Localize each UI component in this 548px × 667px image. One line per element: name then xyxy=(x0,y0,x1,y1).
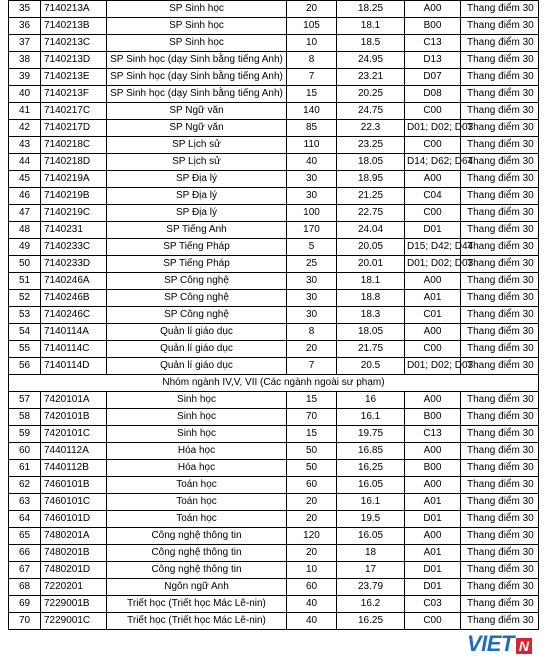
score-scale-cell: Thang điểm 30 xyxy=(461,222,539,239)
row-number-cell: 61 xyxy=(9,460,41,477)
major-code-cell: 7140114A xyxy=(41,324,107,341)
quota-cell: 20 xyxy=(287,1,337,18)
subject-combination-cell: A00 xyxy=(405,443,461,460)
subject-combination-cell: A00 xyxy=(405,477,461,494)
major-name-cell: Toán học xyxy=(107,477,287,494)
row-number-cell: 53 xyxy=(9,307,41,324)
subject-combination-cell: A00 xyxy=(405,273,461,290)
major-code-cell: 7140114D xyxy=(41,358,107,375)
major-code-cell: 7140218D xyxy=(41,154,107,171)
cutoff-score-cell: 20.25 xyxy=(337,86,405,103)
table-row xyxy=(9,103,539,120)
major-name-cell: Công nghệ thông tin xyxy=(107,562,287,579)
score-scale-cell: Thang điểm 30 xyxy=(461,171,539,188)
major-name-cell: Công nghệ thông tin xyxy=(107,545,287,562)
row-number-cell: 44 xyxy=(9,154,41,171)
subject-combination-cell: A01 xyxy=(405,494,461,511)
score-scale-cell: Thang điểm 30 xyxy=(461,154,539,171)
quota-cell: 10 xyxy=(287,562,337,579)
admission-scores-table xyxy=(8,0,539,630)
quota-cell: 60 xyxy=(287,579,337,596)
cutoff-score-cell: 18.1 xyxy=(337,273,405,290)
cutoff-score-cell: 24.95 xyxy=(337,52,405,69)
major-code-cell: 7420101A xyxy=(41,392,107,409)
score-scale-cell: Thang điểm 30 xyxy=(461,307,539,324)
score-scale-cell: Thang điểm 30 xyxy=(461,545,539,562)
major-code-cell: 7229001C xyxy=(41,613,107,630)
row-number-cell: 49 xyxy=(9,239,41,256)
score-scale-cell: Thang điểm 30 xyxy=(461,205,539,222)
cutoff-score-cell: 18.3 xyxy=(337,307,405,324)
major-name-cell: Quản lí giáo dục xyxy=(107,358,287,375)
table-row xyxy=(9,137,539,154)
row-number-cell: 63 xyxy=(9,494,41,511)
major-name-cell: SP Tiếng Pháp xyxy=(107,256,287,273)
quota-cell: 40 xyxy=(287,596,337,613)
major-name-cell: SP Sinh học xyxy=(107,1,287,18)
major-name-cell: Quản lí giáo dục xyxy=(107,341,287,358)
cutoff-score-cell: 19.5 xyxy=(337,511,405,528)
major-name-cell: Sinh học xyxy=(107,409,287,426)
subject-combination-cell: D01 xyxy=(405,579,461,596)
quota-cell: 140 xyxy=(287,103,337,120)
major-name-cell: Hóa học xyxy=(107,460,287,477)
row-number-cell: 35 xyxy=(9,1,41,18)
group-header-row xyxy=(9,375,539,392)
cutoff-score-cell: 21.75 xyxy=(337,341,405,358)
cutoff-score-cell: 18 xyxy=(337,545,405,562)
major-code-cell: 7420101C xyxy=(41,426,107,443)
cutoff-score-cell: 18.05 xyxy=(337,324,405,341)
quota-cell: 30 xyxy=(287,171,337,188)
subject-combination-cell: A01 xyxy=(405,290,461,307)
major-name-cell: Quản lí giáo dục xyxy=(107,324,287,341)
cutoff-score-cell: 16.25 xyxy=(337,613,405,630)
major-name-cell: Sinh học xyxy=(107,426,287,443)
cutoff-score-cell: 17 xyxy=(337,562,405,579)
major-name-cell: SP Công nghệ xyxy=(107,307,287,324)
row-number-cell: 65 xyxy=(9,528,41,545)
major-code-cell: 7440112B xyxy=(41,460,107,477)
row-number-cell: 45 xyxy=(9,171,41,188)
quota-cell: 85 xyxy=(287,120,337,137)
quota-cell: 5 xyxy=(287,239,337,256)
score-scale-cell: Thang điểm 30 xyxy=(461,137,539,154)
major-code-cell: 7140213E xyxy=(41,69,107,86)
major-name-cell: SP Ngữ văn xyxy=(107,103,287,120)
major-name-cell: SP Công nghệ xyxy=(107,273,287,290)
major-code-cell: 7140114C xyxy=(41,341,107,358)
quota-cell: 15 xyxy=(287,426,337,443)
cutoff-score-cell: 18.05 xyxy=(337,154,405,171)
table-row xyxy=(9,358,539,375)
score-scale-cell: Thang điểm 30 xyxy=(461,52,539,69)
table-row xyxy=(9,443,539,460)
row-number-cell: 67 xyxy=(9,562,41,579)
cutoff-score-cell: 21.25 xyxy=(337,188,405,205)
row-number-cell: 40 xyxy=(9,86,41,103)
table-row xyxy=(9,69,539,86)
quota-cell: 50 xyxy=(287,460,337,477)
major-name-cell: SP Sinh học (dạy Sinh bằng tiếng Anh) xyxy=(107,52,287,69)
row-number-cell: 52 xyxy=(9,290,41,307)
major-code-cell: 7140246B xyxy=(41,290,107,307)
major-code-cell: 7140213B xyxy=(41,18,107,35)
cutoff-score-cell: 22.75 xyxy=(337,205,405,222)
quota-cell: 20 xyxy=(287,341,337,358)
subject-combination-cell: D13 xyxy=(405,52,461,69)
score-scale-cell: Thang điểm 30 xyxy=(461,35,539,52)
cutoff-score-cell: 20.01 xyxy=(337,256,405,273)
quota-cell: 25 xyxy=(287,256,337,273)
major-code-cell: 7460101C xyxy=(41,494,107,511)
row-number-cell: 59 xyxy=(9,426,41,443)
quota-cell: 170 xyxy=(287,222,337,239)
table-row xyxy=(9,239,539,256)
quota-cell: 100 xyxy=(287,205,337,222)
subject-combination-cell: D08 xyxy=(405,86,461,103)
subject-combination-cell: D07 xyxy=(405,69,461,86)
quota-cell: 20 xyxy=(287,545,337,562)
table-row xyxy=(9,426,539,443)
quota-cell: 120 xyxy=(287,528,337,545)
subject-combination-cell: D01 xyxy=(405,222,461,239)
quota-cell: 20 xyxy=(287,494,337,511)
major-code-cell: 7220201 xyxy=(41,579,107,596)
major-code-cell: 7140233D xyxy=(41,256,107,273)
quota-cell: 60 xyxy=(287,477,337,494)
quota-cell: 8 xyxy=(287,324,337,341)
cutoff-score-cell: 20.5 xyxy=(337,358,405,375)
row-number-cell: 39 xyxy=(9,69,41,86)
row-number-cell: 48 xyxy=(9,222,41,239)
cutoff-score-cell: 16.1 xyxy=(337,409,405,426)
row-number-cell: 70 xyxy=(9,613,41,630)
group-title: Nhóm ngành IV,V, VII (Các ngành ngoài sư phạm) xyxy=(9,375,539,392)
score-scale-cell: Thang điểm 30 xyxy=(461,511,539,528)
cutoff-score-cell: 18.8 xyxy=(337,290,405,307)
score-scale-cell: Thang điểm 30 xyxy=(461,596,539,613)
score-scale-cell: Thang điểm 30 xyxy=(461,103,539,120)
subject-combination-cell: B00 xyxy=(405,460,461,477)
row-number-cell: 57 xyxy=(9,392,41,409)
quota-cell: 8 xyxy=(287,52,337,69)
quota-cell: 110 xyxy=(287,137,337,154)
major-code-cell: 7140213C xyxy=(41,35,107,52)
cutoff-score-cell: 16.05 xyxy=(337,477,405,494)
major-code-cell: 7480201D xyxy=(41,562,107,579)
table-row xyxy=(9,511,539,528)
subject-combination-cell: A00 xyxy=(405,392,461,409)
major-code-cell: 7140246C xyxy=(41,307,107,324)
quota-cell: 50 xyxy=(287,443,337,460)
subject-combination-cell: C00 xyxy=(405,137,461,154)
table-row xyxy=(9,273,539,290)
cutoff-score-cell: 16.1 xyxy=(337,494,405,511)
subject-combination-cell: C00 xyxy=(405,205,461,222)
quota-cell: 30 xyxy=(287,188,337,205)
subject-combination-cell: D01 xyxy=(405,562,461,579)
score-scale-cell: Thang điểm 30 xyxy=(461,341,539,358)
table-row xyxy=(9,528,539,545)
major-name-cell: SP Tiếng Anh xyxy=(107,222,287,239)
row-number-cell: 64 xyxy=(9,511,41,528)
score-scale-cell: Thang điểm 30 xyxy=(461,188,539,205)
major-name-cell: Triết học (Triết học Mác Lê-nin) xyxy=(107,596,287,613)
score-scale-cell: Thang điểm 30 xyxy=(461,562,539,579)
cutoff-score-cell: 23.21 xyxy=(337,69,405,86)
major-name-cell: SP Ngữ văn xyxy=(107,120,287,137)
table-row xyxy=(9,35,539,52)
major-name-cell: SP Lịch sử xyxy=(107,137,287,154)
table-row xyxy=(9,18,539,35)
row-number-cell: 56 xyxy=(9,358,41,375)
major-code-cell: 7420101B xyxy=(41,409,107,426)
cutoff-score-cell: 23.79 xyxy=(337,579,405,596)
major-name-cell: Toán học xyxy=(107,511,287,528)
cutoff-score-cell: 20.05 xyxy=(337,239,405,256)
quota-cell: 105 xyxy=(287,18,337,35)
score-scale-cell: Thang điểm 30 xyxy=(461,494,539,511)
table-row xyxy=(9,324,539,341)
major-code-cell: 7229001B xyxy=(41,596,107,613)
major-code-cell: 7140246A xyxy=(41,273,107,290)
major-code-cell: 7140219C xyxy=(41,205,107,222)
cutoff-score-cell: 18.25 xyxy=(337,1,405,18)
cutoff-score-cell: 16.2 xyxy=(337,596,405,613)
subject-combination-cell: D14; D62; D64 xyxy=(405,154,461,171)
quota-cell: 30 xyxy=(287,290,337,307)
major-name-cell: SP Tiếng Pháp xyxy=(107,239,287,256)
subject-combination-cell: C03 xyxy=(405,596,461,613)
score-scale-cell: Thang điểm 30 xyxy=(461,426,539,443)
table-row xyxy=(9,613,539,630)
cutoff-score-cell: 23.25 xyxy=(337,137,405,154)
major-code-cell: 7460101D xyxy=(41,511,107,528)
cutoff-score-cell: 24.75 xyxy=(337,103,405,120)
cutoff-score-cell: 18.5 xyxy=(337,35,405,52)
row-number-cell: 47 xyxy=(9,205,41,222)
cutoff-score-cell: 24.04 xyxy=(337,222,405,239)
row-number-cell: 60 xyxy=(9,443,41,460)
quota-cell: 30 xyxy=(287,307,337,324)
table-row xyxy=(9,120,539,137)
score-scale-cell: Thang điểm 30 xyxy=(461,579,539,596)
score-scale-cell: Thang điểm 30 xyxy=(461,358,539,375)
table-row xyxy=(9,1,539,18)
score-scale-cell: Thang điểm 30 xyxy=(461,273,539,290)
cutoff-score-cell: 16 xyxy=(337,392,405,409)
major-code-cell: 7140217D xyxy=(41,120,107,137)
major-code-cell: 7140219B xyxy=(41,188,107,205)
cutoff-score-cell: 19.75 xyxy=(337,426,405,443)
major-code-cell: 7460101B xyxy=(41,477,107,494)
table-row xyxy=(9,545,539,562)
table-row xyxy=(9,86,539,103)
major-code-cell: 7140218C xyxy=(41,137,107,154)
table-row xyxy=(9,307,539,324)
major-name-cell: Ngôn ngữ Anh xyxy=(107,579,287,596)
subject-combination-cell: A01 xyxy=(405,545,461,562)
major-name-cell: SP Sinh học (dạy Sinh bằng tiếng Anh) xyxy=(107,69,287,86)
table-row xyxy=(9,477,539,494)
major-code-cell: 7140213F xyxy=(41,86,107,103)
table-row xyxy=(9,188,539,205)
quota-cell: 40 xyxy=(287,613,337,630)
major-name-cell: Toán học xyxy=(107,494,287,511)
subject-combination-cell: D01 xyxy=(405,511,461,528)
major-name-cell: SP Địa lý xyxy=(107,188,287,205)
major-code-cell: 7480201B xyxy=(41,545,107,562)
quota-cell: 15 xyxy=(287,86,337,103)
quota-cell: 70 xyxy=(287,409,337,426)
score-scale-cell: Thang điểm 30 xyxy=(461,528,539,545)
subject-combination-cell: C01 xyxy=(405,307,461,324)
major-name-cell: SP Công nghệ xyxy=(107,290,287,307)
major-code-cell: 7140213D xyxy=(41,52,107,69)
score-scale-cell: Thang điểm 30 xyxy=(461,409,539,426)
admission-table-container xyxy=(8,0,538,630)
major-code-cell: 7140213A xyxy=(41,1,107,18)
score-scale-cell: Thang điểm 30 xyxy=(461,18,539,35)
subject-combination-cell: B00 xyxy=(405,409,461,426)
quota-cell: 10 xyxy=(287,35,337,52)
row-number-cell: 37 xyxy=(9,35,41,52)
major-code-cell: 7140231 xyxy=(41,222,107,239)
row-number-cell: 51 xyxy=(9,273,41,290)
row-number-cell: 66 xyxy=(9,545,41,562)
major-name-cell: Triết học (Triết học Mác Lê-nin) xyxy=(107,613,287,630)
cutoff-score-cell: 22.3 xyxy=(337,120,405,137)
major-name-cell: Hóa học xyxy=(107,443,287,460)
cutoff-score-cell: 16.05 xyxy=(337,528,405,545)
major-code-cell: 7140233C xyxy=(41,239,107,256)
table-row xyxy=(9,562,539,579)
quota-cell: 15 xyxy=(287,392,337,409)
subject-combination-cell: C00 xyxy=(405,341,461,358)
major-code-cell: 7480201A xyxy=(41,528,107,545)
subject-combination-cell: A00 xyxy=(405,1,461,18)
table-row xyxy=(9,256,539,273)
score-scale-cell: Thang điểm 30 xyxy=(461,1,539,18)
table-row xyxy=(9,579,539,596)
subject-combination-cell: D01; D02; D03 xyxy=(405,120,461,137)
quota-cell: 7 xyxy=(287,69,337,86)
score-scale-cell: Thang điểm 30 xyxy=(461,290,539,307)
major-code-cell: 7140217C xyxy=(41,103,107,120)
major-name-cell: Công nghệ thông tin xyxy=(107,528,287,545)
major-name-cell: SP Địa lý xyxy=(107,205,287,222)
row-number-cell: 42 xyxy=(9,120,41,137)
subject-combination-cell: C04 xyxy=(405,188,461,205)
watermark-brand: VIET xyxy=(466,631,514,656)
table-row xyxy=(9,171,539,188)
vietnamnet-watermark xyxy=(467,631,532,657)
quota-cell: 30 xyxy=(287,273,337,290)
row-number-cell: 36 xyxy=(9,18,41,35)
major-name-cell: SP Địa lý xyxy=(107,171,287,188)
quota-cell: 7 xyxy=(287,358,337,375)
subject-combination-cell: D01; D02; D03 xyxy=(405,358,461,375)
major-code-cell: 7140219A xyxy=(41,171,107,188)
score-scale-cell: Thang điểm 30 xyxy=(461,324,539,341)
subject-combination-cell: C13 xyxy=(405,426,461,443)
table-row xyxy=(9,52,539,69)
subject-combination-cell: A00 xyxy=(405,324,461,341)
subject-combination-cell: A00 xyxy=(405,171,461,188)
major-name-cell: SP Sinh học xyxy=(107,18,287,35)
watermark-suffix: N xyxy=(516,638,532,654)
score-scale-cell: Thang điểm 30 xyxy=(461,239,539,256)
table-row xyxy=(9,341,539,358)
subject-combination-cell: C00 xyxy=(405,103,461,120)
row-number-cell: 69 xyxy=(9,596,41,613)
score-scale-cell: Thang điểm 30 xyxy=(461,69,539,86)
subject-combination-cell: D15; D42; D44 xyxy=(405,239,461,256)
table-row xyxy=(9,409,539,426)
table-row xyxy=(9,222,539,239)
subject-combination-cell: C00 xyxy=(405,613,461,630)
table-body xyxy=(9,1,539,630)
score-scale-cell: Thang điểm 30 xyxy=(461,392,539,409)
row-number-cell: 54 xyxy=(9,324,41,341)
table-row xyxy=(9,392,539,409)
row-number-cell: 50 xyxy=(9,256,41,273)
row-number-cell: 38 xyxy=(9,52,41,69)
subject-combination-cell: C13 xyxy=(405,35,461,52)
score-scale-cell: Thang điểm 30 xyxy=(461,460,539,477)
row-number-cell: 46 xyxy=(9,188,41,205)
score-scale-cell: Thang điểm 30 xyxy=(461,477,539,494)
score-scale-cell: Thang điểm 30 xyxy=(461,443,539,460)
score-scale-cell: Thang điểm 30 xyxy=(461,120,539,137)
major-name-cell: Sinh học xyxy=(107,392,287,409)
cutoff-score-cell: 16.25 xyxy=(337,460,405,477)
row-number-cell: 62 xyxy=(9,477,41,494)
score-scale-cell: Thang điểm 30 xyxy=(461,613,539,630)
row-number-cell: 55 xyxy=(9,341,41,358)
score-scale-cell: Thang điểm 30 xyxy=(461,86,539,103)
row-number-cell: 68 xyxy=(9,579,41,596)
subject-combination-cell: A00 xyxy=(405,528,461,545)
table-row xyxy=(9,154,539,171)
row-number-cell: 58 xyxy=(9,409,41,426)
table-row xyxy=(9,494,539,511)
cutoff-score-cell: 16.85 xyxy=(337,443,405,460)
subject-combination-cell: B00 xyxy=(405,18,461,35)
table-row xyxy=(9,596,539,613)
major-code-cell: 7440112A xyxy=(41,443,107,460)
major-name-cell: SP Sinh học xyxy=(107,35,287,52)
table-row xyxy=(9,205,539,222)
quota-cell: 40 xyxy=(287,154,337,171)
table-row xyxy=(9,460,539,477)
row-number-cell: 43 xyxy=(9,137,41,154)
major-name-cell: SP Sinh học (dạy Sinh bằng tiếng Anh) xyxy=(107,86,287,103)
score-scale-cell: Thang điểm 30 xyxy=(461,256,539,273)
row-number-cell: 41 xyxy=(9,103,41,120)
cutoff-score-cell: 18.95 xyxy=(337,171,405,188)
subject-combination-cell: D01; D02; D03 xyxy=(405,256,461,273)
major-name-cell: SP Lịch sử xyxy=(107,154,287,171)
quota-cell: 20 xyxy=(287,511,337,528)
cutoff-score-cell: 18.1 xyxy=(337,18,405,35)
table-row xyxy=(9,290,539,307)
